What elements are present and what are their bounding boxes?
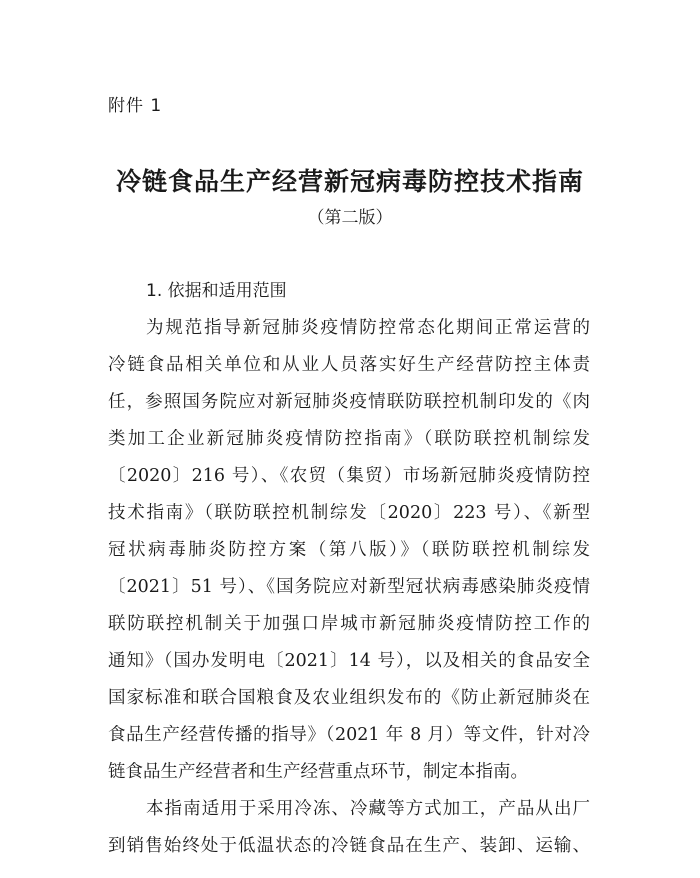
paragraph-line: 本指南适用于采用冷冻、冷藏等方式加工，产品从出厂 <box>146 799 590 819</box>
paragraph-line: 技术指南》（联防联控机制综发〔2020〕223 号）、《新型 <box>108 503 590 523</box>
paragraph-line: 通知》（国办发明电〔2021〕14 号），以及相关的食品安全 <box>108 651 590 671</box>
attachment-label: 附件 1 <box>108 96 163 116</box>
edition-label: （第二版） <box>307 208 393 228</box>
paragraph-line: 冷链食品相关单位和从业人员落实好生产经营防控主体责 <box>108 355 590 375</box>
paragraph-line: 类加工企业新冠肺炎疫情防控指南》（联防联控机制综发 <box>108 429 590 449</box>
paragraph-line: 〔2021〕51 号）、《国务院应对新型冠状病毒感染肺炎疫情 <box>108 577 590 597</box>
paragraph-line: 到销售始终处于低温状态的冷链食品在生产、装卸、运输、 <box>108 836 590 856</box>
document-title: 冷链食品生产经营新冠病毒防控技术指南 <box>115 167 584 196</box>
section-heading: 1. 依据和适用范围 <box>146 281 287 301</box>
paragraph-line: 为规范指导新冠肺炎疫情防控常态化期间正常运营的 <box>146 318 590 338</box>
paragraph-line: 任，参照国务院应对新冠肺炎疫情联防联控机制印发的《肉 <box>108 392 590 412</box>
paragraph-line: 冠状病毒肺炎防控方案（第八版）》（联防联控机制综发 <box>108 540 590 560</box>
paragraph-line: 〔2020〕216 号）、《农贸（集贸）市场新冠肺炎疫情防控 <box>108 466 590 486</box>
paragraph-line: 链食品生产经营者和生产经营重点环节，制定本指南。 <box>108 762 528 782</box>
paragraph-line: 国家标准和联合国粮食及农业组织发布的《防止新冠肺炎在 <box>108 688 590 708</box>
paragraph-line: 食品生产经营传播的指导》（2021 年 8 月）等文件，针对冷 <box>108 725 590 745</box>
paragraph-line: 联防联控机制关于加强口岸城市新冠肺炎疫情防控工作的 <box>108 614 590 634</box>
